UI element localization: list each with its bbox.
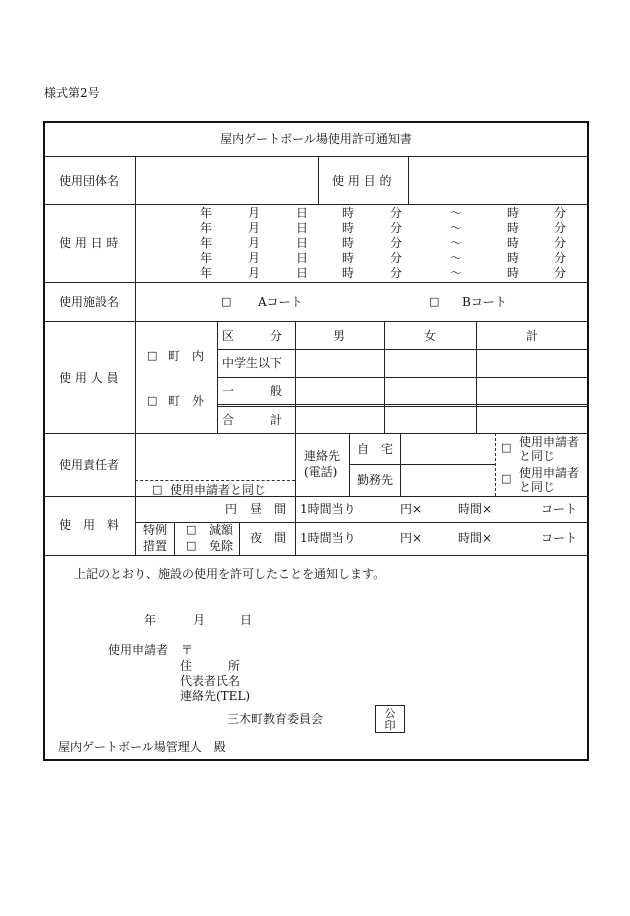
datetime-unit: 月 <box>248 236 261 250</box>
datetime-unit: 年 <box>200 236 213 250</box>
datetime-unit: 時 <box>342 221 355 235</box>
special-label-2: 措置 <box>143 539 168 553</box>
datetime-unit: 時 <box>507 251 520 265</box>
out-town-label: 町 外 <box>168 394 205 408</box>
datetime-unit: 分 <box>390 266 403 280</box>
daytime-hours-times: 時間× <box>458 502 493 516</box>
special-label-1: 特例 <box>143 523 168 537</box>
in-town-checkbox[interactable]: □ <box>147 349 158 362</box>
address-label: 住 所 <box>180 659 241 673</box>
rule-group <box>44 204 589 205</box>
rule-users <box>44 433 589 434</box>
daytime-label: 昼 間 <box>250 502 287 516</box>
daytime-yen-times: 円× <box>400 502 423 516</box>
facility-label: 使用施設名 <box>59 295 120 309</box>
datetime-unit: 分 <box>554 251 567 265</box>
datetime-unit: 分 <box>554 266 567 280</box>
datetime-unit: 月 <box>248 266 261 280</box>
datetime-unit: 年 <box>200 221 213 235</box>
notice-body: 上記のとおり、施設の使用を許可したことを通知します。 <box>74 567 386 581</box>
postal-mark: 〒 <box>181 643 194 657</box>
header-total: 計 <box>525 329 539 343</box>
datetime-unit: 日 <box>296 251 309 265</box>
datetime-unit: 時 <box>507 236 520 250</box>
work-same-checkbox[interactable]: □ <box>501 472 512 485</box>
applicant-label: 使用申請者 <box>108 643 169 657</box>
work-label: 勤務先 <box>357 473 394 487</box>
datetime-unit: 時 <box>342 251 355 265</box>
datetime-unit: 時 <box>342 206 355 220</box>
header-female: 女 <box>423 329 437 343</box>
daytime-court: コート <box>541 502 578 516</box>
datetime-unit: 分 <box>554 221 567 235</box>
seal-line-2: 印 <box>384 719 396 732</box>
fee-label: 使 用 料 <box>59 518 120 532</box>
datetime-unit: ～ <box>450 251 463 265</box>
reduction-label: 減額 <box>209 523 234 537</box>
datetime-unit: 日 <box>296 221 309 235</box>
court-b-checkbox[interactable]: □ <box>429 295 440 308</box>
manager-same-label: 使用申請者と同じ <box>170 483 267 497</box>
night-per-hour: 1時間当り <box>300 531 356 545</box>
court-a-checkbox[interactable]: □ <box>221 295 232 308</box>
users-label: 使 用 人 員 <box>59 371 119 385</box>
out-town-checkbox[interactable]: □ <box>147 394 158 407</box>
court-a-label: Aコート <box>258 295 303 309</box>
purpose-label: 使 用 目 的 <box>332 174 392 188</box>
datetime-unit: ～ <box>450 206 463 220</box>
home-label: 自 宅 <box>357 442 394 456</box>
night-label: 夜 間 <box>250 531 287 545</box>
form-number: 様式第2号 <box>44 86 100 100</box>
datetime-unit: ～ <box>450 266 463 280</box>
datetime-unit: 分 <box>390 236 403 250</box>
datetime-unit: 分 <box>554 206 567 220</box>
category-total: 合 計 <box>222 413 283 427</box>
daytime-per-hour: 1時間当り <box>300 502 356 516</box>
reduction-checkbox[interactable]: □ <box>186 523 197 536</box>
datetime-unit: ～ <box>450 221 463 235</box>
night-hours-times: 時間× <box>458 531 493 545</box>
datetime-unit: 時 <box>507 206 520 220</box>
home-same-line1: 使用申請者 <box>519 435 580 449</box>
addressee: 屋内ゲートボール場管理人 殿 <box>58 740 226 754</box>
datetime-unit: 年 <box>200 206 213 220</box>
manager-same-checkbox[interactable]: □ <box>152 483 163 496</box>
rule-title <box>44 156 589 157</box>
rule-label-col <box>135 156 136 555</box>
work-same-line2: と同じ <box>519 480 556 494</box>
exemption-label: 免除 <box>209 539 234 553</box>
datetime-unit: 日 <box>296 236 309 250</box>
datetime-unit: 時 <box>507 266 520 280</box>
work-same-line1: 使用申請者 <box>519 466 580 480</box>
datetime-unit: 分 <box>390 251 403 265</box>
datetime-unit: 月 <box>248 221 261 235</box>
board-name: 三木町教育委員会 <box>227 712 324 726</box>
seal-line-1: 公 <box>384 707 396 720</box>
datetime-unit: 年 <box>200 266 213 280</box>
datetime-unit: ～ <box>450 236 463 250</box>
rule-facility <box>44 321 589 322</box>
contact-phone-label: (電話) <box>304 465 338 479</box>
rule-manager <box>44 496 589 497</box>
court-b-label: Bコート <box>462 295 507 309</box>
datetime-unit: 月 <box>248 251 261 265</box>
category-general: 一 般 <box>222 384 283 398</box>
contact-tel-label: 連絡先(TEL) <box>180 689 251 703</box>
datetime-unit: 日 <box>296 266 309 280</box>
datetime-unit: 時 <box>342 236 355 250</box>
contact-label: 連絡先 <box>304 449 341 463</box>
header-category: 区 分 <box>222 329 283 343</box>
group-name-field[interactable] <box>137 158 317 203</box>
notice-month: 月 <box>193 613 206 627</box>
datetime-unit: 時 <box>342 266 355 280</box>
datetime-label: 使 用 日 時 <box>59 236 119 250</box>
in-town-label: 町 内 <box>168 349 205 363</box>
home-same-line2: と同じ <box>519 449 556 463</box>
rule-fee <box>44 555 589 556</box>
datetime-unit: 月 <box>248 206 261 220</box>
official-seal <box>375 705 405 733</box>
purpose-field[interactable] <box>410 158 587 203</box>
datetime-unit: 時 <box>507 221 520 235</box>
category-junior: 中学生以下 <box>222 356 283 370</box>
night-yen-times: 円× <box>400 531 423 545</box>
datetime-unit: 分 <box>390 221 403 235</box>
datetime-unit: 分 <box>554 236 567 250</box>
fee-yen: 円 <box>225 502 238 516</box>
notice-day: 日 <box>240 613 253 627</box>
datetime-unit: 日 <box>296 206 309 220</box>
night-court: コート <box>541 531 578 545</box>
header-male: 男 <box>332 329 346 343</box>
datetime-unit: 年 <box>200 251 213 265</box>
exemption-checkbox[interactable]: □ <box>186 539 197 552</box>
form-title: 屋内ゲートボール場使用許可通知書 <box>220 132 412 146</box>
group-name-label: 使用団体名 <box>59 174 120 188</box>
rule-datetime <box>44 282 589 283</box>
rep-name-label: 代表者氏名 <box>180 674 241 688</box>
notice-year: 年 <box>144 613 157 627</box>
home-same-checkbox[interactable]: □ <box>501 441 512 454</box>
manager-label: 使用責任者 <box>59 458 120 472</box>
datetime-unit: 分 <box>390 206 403 220</box>
